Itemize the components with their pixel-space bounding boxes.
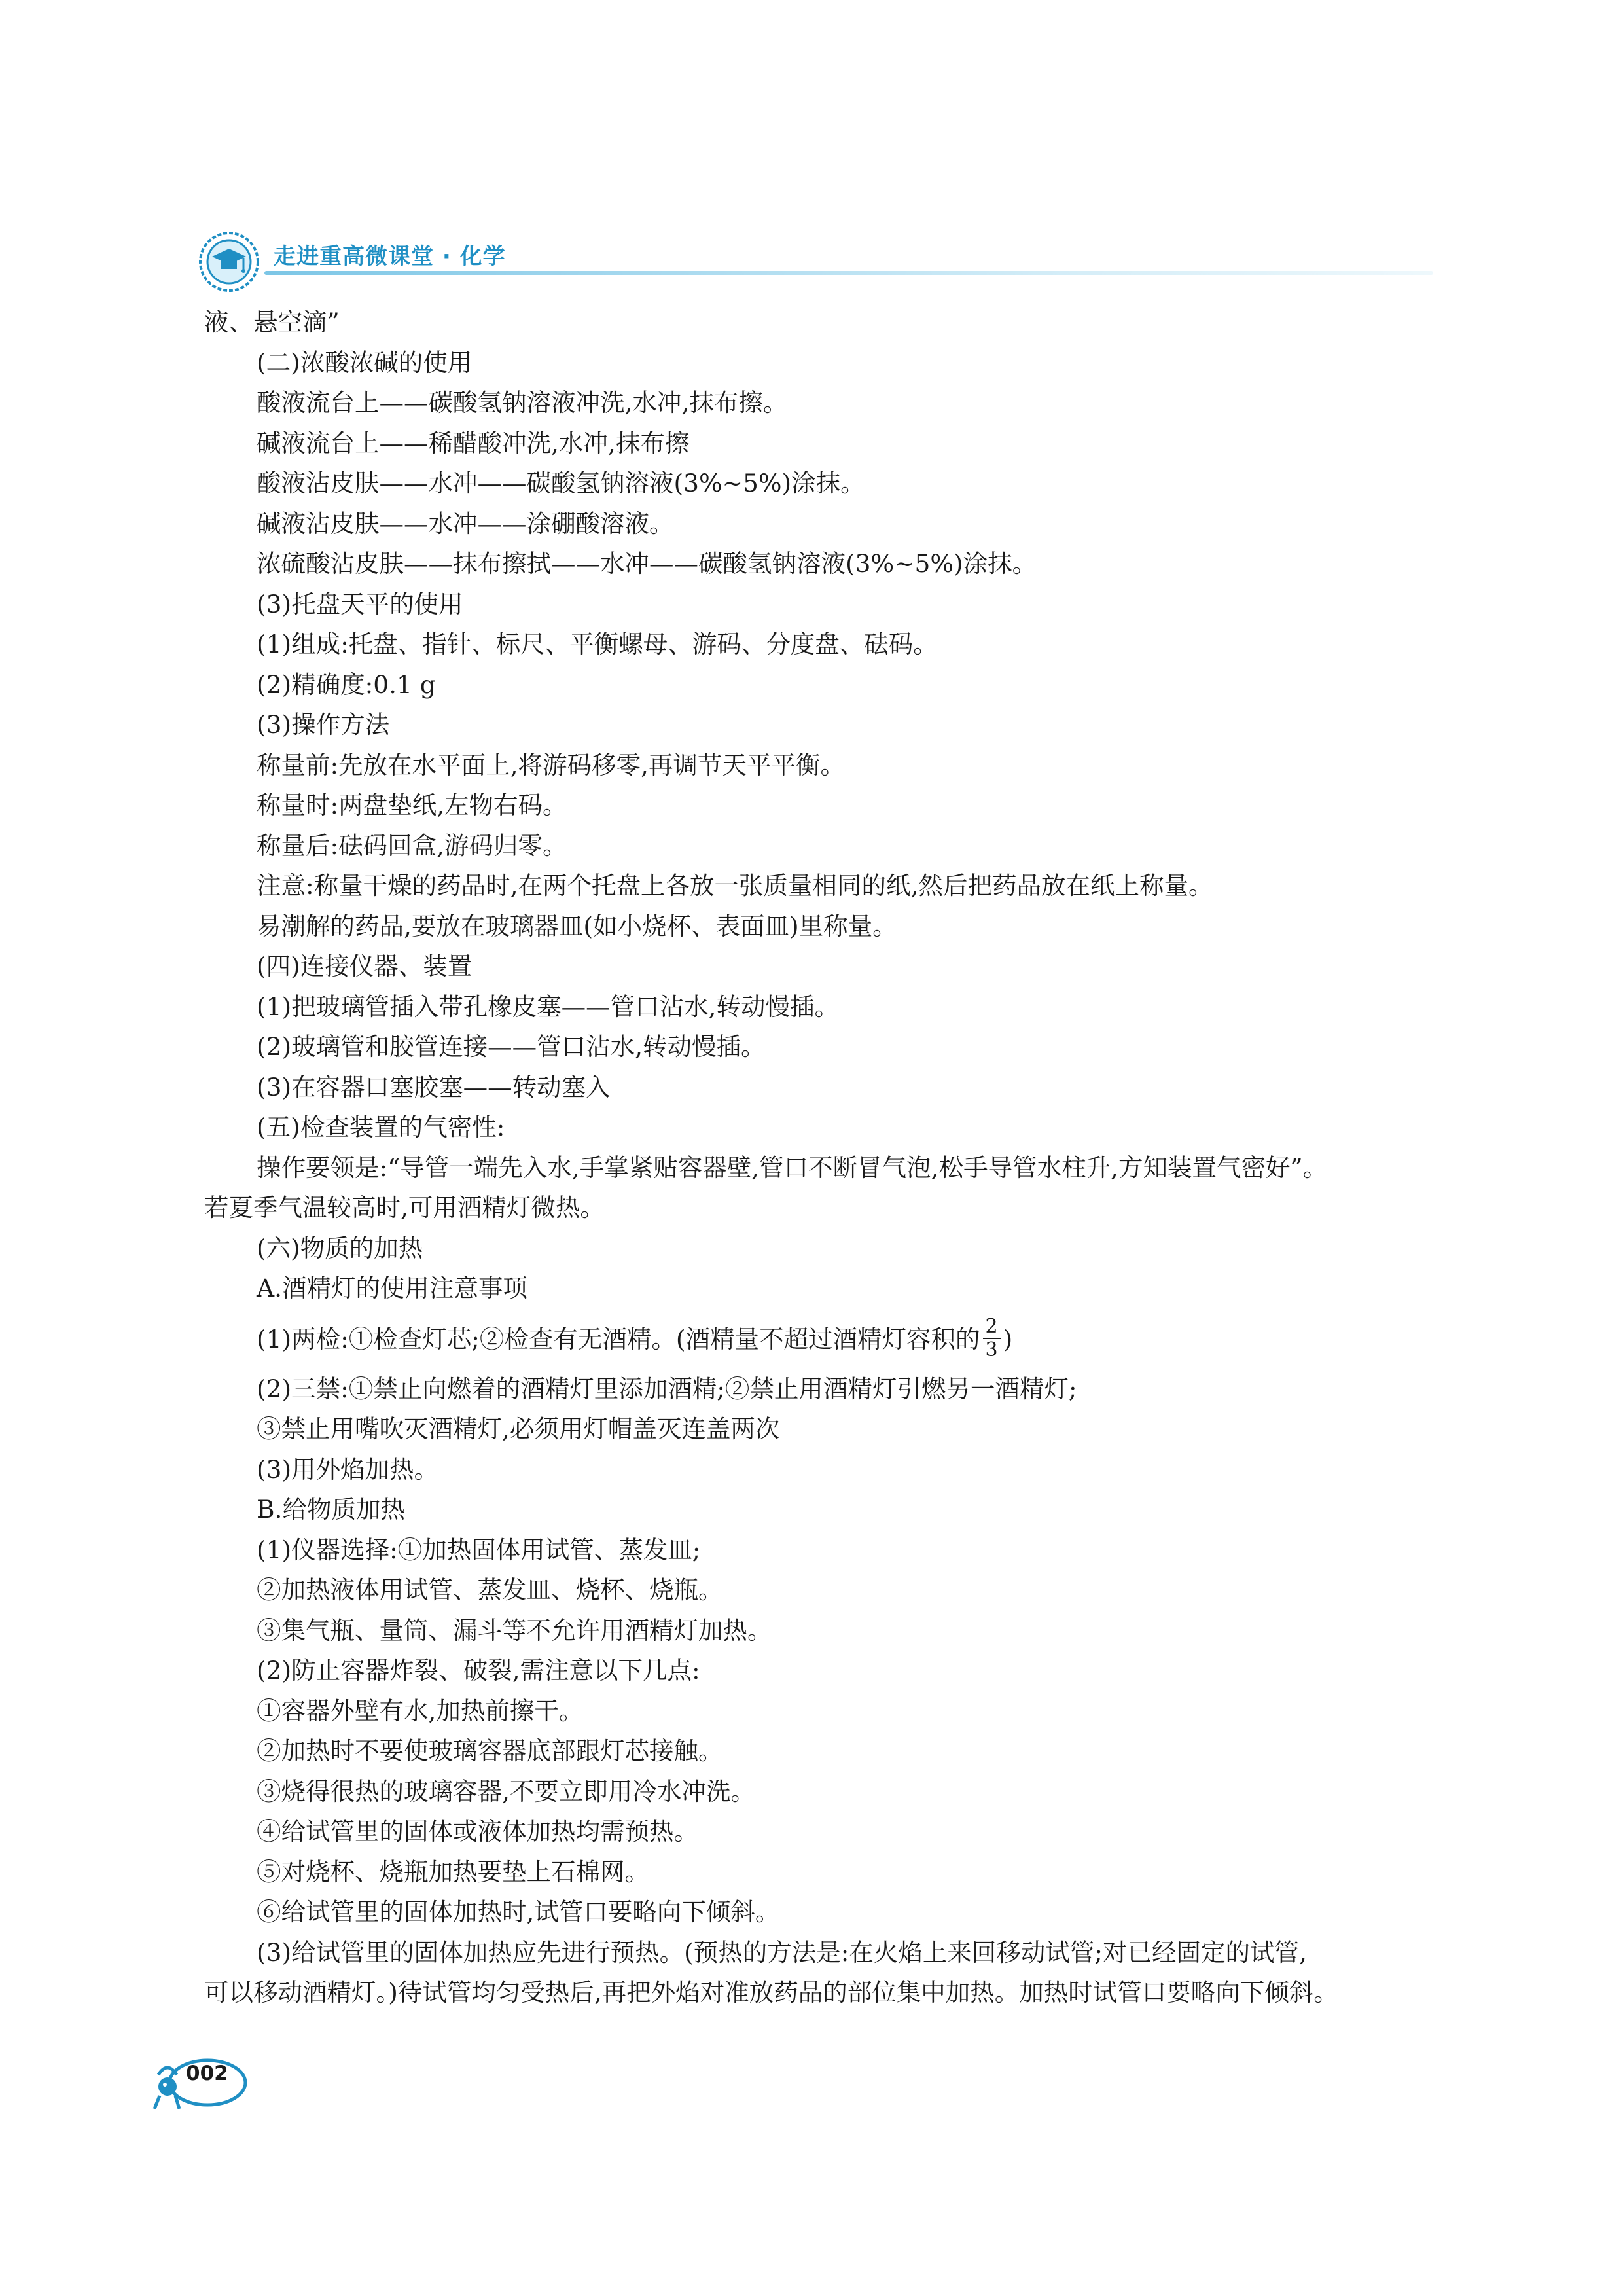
header-divider [264,271,1433,275]
text-line: 酸液流台上——碳酸氢钠溶液冲洗,水冲,抹布擦。 [257,388,788,417]
text-line: 注意:称量干燥的药品时,在两个托盘上各放一张质量相同的纸,然后把药品放在纸上称量。 [257,871,1213,900]
text-line: (3)在容器口塞胶塞——转动塞入 [257,1072,611,1102]
text-line: (3)操作方法 [257,710,390,739]
text-line: ②加热液体用试管、蒸发皿、烧杯、烧瓶。 [257,1575,723,1604]
text-line: (1)仪器选择:①加热固体用试管、蒸发皿; [257,1535,701,1564]
text-line: (六)物质的加热 [257,1233,423,1263]
text-line: (2)玻璃管和胶管连接——管口沾水,转动慢插。 [257,1032,766,1061]
text-line: A.酒精灯的使用注意事项 [257,1274,528,1302]
text-line: 操作要领是:“导管一端先入水,手掌紧贴容器壁,管口不断冒气泡,松手导管水柱升,方知装置气密好”。 [257,1153,1328,1182]
text-line: ⑥给试管里的固体加热时,试管口要略向下倾斜。 [257,1897,780,1926]
text-line: 浓硫酸沾皮肤——抹布擦拭——水冲——碳酸氢钠溶液(3%~5%)涂抹。 [257,549,1037,578]
page-content [204,302,1448,2013]
text-line: ④给试管里的固体或液体加热均需预热。 [257,1817,698,1846]
text-line: 易潮解的药品,要放在玻璃器皿(如小烧杯、表面皿)里称量。 [257,911,897,941]
text-line: B.给物质加热 [257,1495,405,1524]
page-footer [145,2049,263,2114]
text-line: (3)用外焰加热。 [257,1454,439,1484]
page-number: 002 [186,2062,228,2085]
text-line: ③集气瓶、量筒、漏斗等不允许用酒精灯加热。 [257,1615,772,1645]
page-header [196,229,1433,281]
text-line: (1)组成:托盘、指针、标尺、平衡螺母、游码、分度盘、砝码。 [257,630,938,658]
text-line: ②加热时不要使玻璃容器底部跟灯芯接触。 [257,1736,723,1765]
graduation-cap-emblem-icon [196,229,262,295]
text-line: 液、悬空滴” [204,308,340,336]
text-line: (2)三禁:①禁止向燃着的酒精灯里添加酒精;②禁止用酒精灯引燃另一酒精灯; [257,1374,1077,1403]
text-line: (四)连接仪器、装置 [257,952,473,980]
text-line: 称量时:两盘垫纸,左物右码。 [257,791,567,819]
fraction-text-line [204,1309,1448,1369]
text-line: 称量后:砝码回盒,游码归零。 [257,831,567,860]
text-line: (3)托盘天平的使用 [257,589,463,619]
text-line: (3)给试管里的固体加热应先进行预热。(预热的方法是:在火焰上来回移动试管;对已经固定的试管, [257,1937,1307,1967]
text-line: (2)精确度:0.1 g [257,670,436,699]
text-fragment: (1)两检:①检查灯芯;②检查有无酒精。(酒精量不超过酒精灯容积的 [257,1324,980,1354]
text-line: 碱液沾皮肤——水冲——涂硼酸溶液。 [257,509,674,538]
text-line: (五)检查装置的气密性: [257,1113,505,1141]
header-title: 走进重高微课堂 · 化学 [274,243,506,270]
fraction [983,1316,1001,1361]
text-line: (二)浓酸浓碱的使用 [257,348,473,377]
text-line: ⑤对烧杯、烧瓶加热要垫上石棉网。 [257,1857,649,1886]
text-line: 酸液沾皮肤——水冲——碳酸氢钠溶液(3%~5%)涂抹。 [257,469,865,497]
text-line: 若夏季气温较高时,可用酒精灯微热。 [204,1193,605,1222]
text-line: ①容器外壁有水,加热前擦干。 [257,1696,584,1725]
text-line: 碱液流台上——稀醋酸冲洗,水冲,抹布擦 [257,428,690,457]
fraction-denominator: 3 [985,1338,998,1361]
text-line: 可以移动酒精灯。)待试管均匀受热后,再把外焰对准放药品的部位集中加热。加热时试管口要略向下倾斜。 [204,1978,1338,2007]
text-line: 称量前:先放在水平面上,将游码移零,再调节天平平衡。 [257,750,845,780]
text-line: (2)防止容器炸裂、破裂,需注意以下几点: [257,1656,700,1685]
text-fragment: ) [1003,1324,1013,1354]
fraction-numerator: 2 [983,1316,1001,1339]
text-line: ③烧得很热的玻璃容器,不要立即用冷水冲洗。 [257,1776,755,1806]
text-line: ③禁止用嘴吹灭酒精灯,必须用灯帽盖灭连盖两次 [257,1414,780,1443]
text-line: (1)把玻璃管插入带孔橡皮塞——管口沾水,转动慢插。 [257,992,840,1021]
